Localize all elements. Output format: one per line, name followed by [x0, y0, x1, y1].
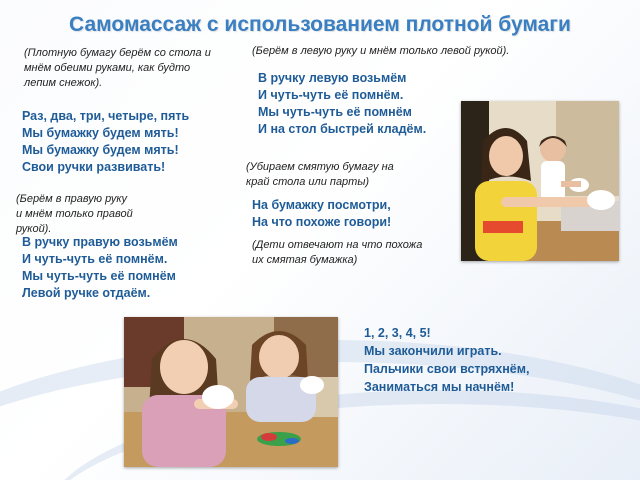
note-right-hand: (Берём в правую руку и мнём только правой рукой). [16, 193, 133, 235]
verse-one: Раз, два, три, четыре, пять Мы бумажку будем мять! Мы бумажку будем мять! Свои ручки развивать! [22, 109, 190, 174]
note-remove-paper: (Убираем смятую бумагу на край стола или парты) [246, 161, 394, 188]
note-children-answer: (Дети отвечают на что похожа их смятая бумажка) [252, 239, 423, 266]
verse-five: 1, 2, 3, 4, 5! Мы закончили играть. Пальчики свои встряхнём, Заниматься мы начнём! [364, 326, 530, 394]
note-left-hand: (Берём в левую руку и мнём только левой рукой). [252, 45, 510, 57]
note-intro: (Плотную бумагу берём со стола и мнём обеими руками, как будто лепим снежок). [24, 47, 211, 89]
photo-two-girls-at-table [124, 317, 338, 467]
verse-three: В ручку левую возьмём И чуть-чуть её помнём. Мы чуть-чуть её помнём И на стол быстрей кладём. [258, 71, 427, 136]
slide-title: Самомассаж с использованием плотной бумаги [69, 13, 571, 36]
verse-four: На бумажку посмотри, На что похоже говори! [252, 198, 392, 229]
photo-girls-crumpling-paper [461, 101, 619, 261]
verse-two: В ручку правую возьмём И чуть-чуть её помнём. Мы чуть-чуть её помнём Левой ручке отдаём. [22, 235, 178, 300]
